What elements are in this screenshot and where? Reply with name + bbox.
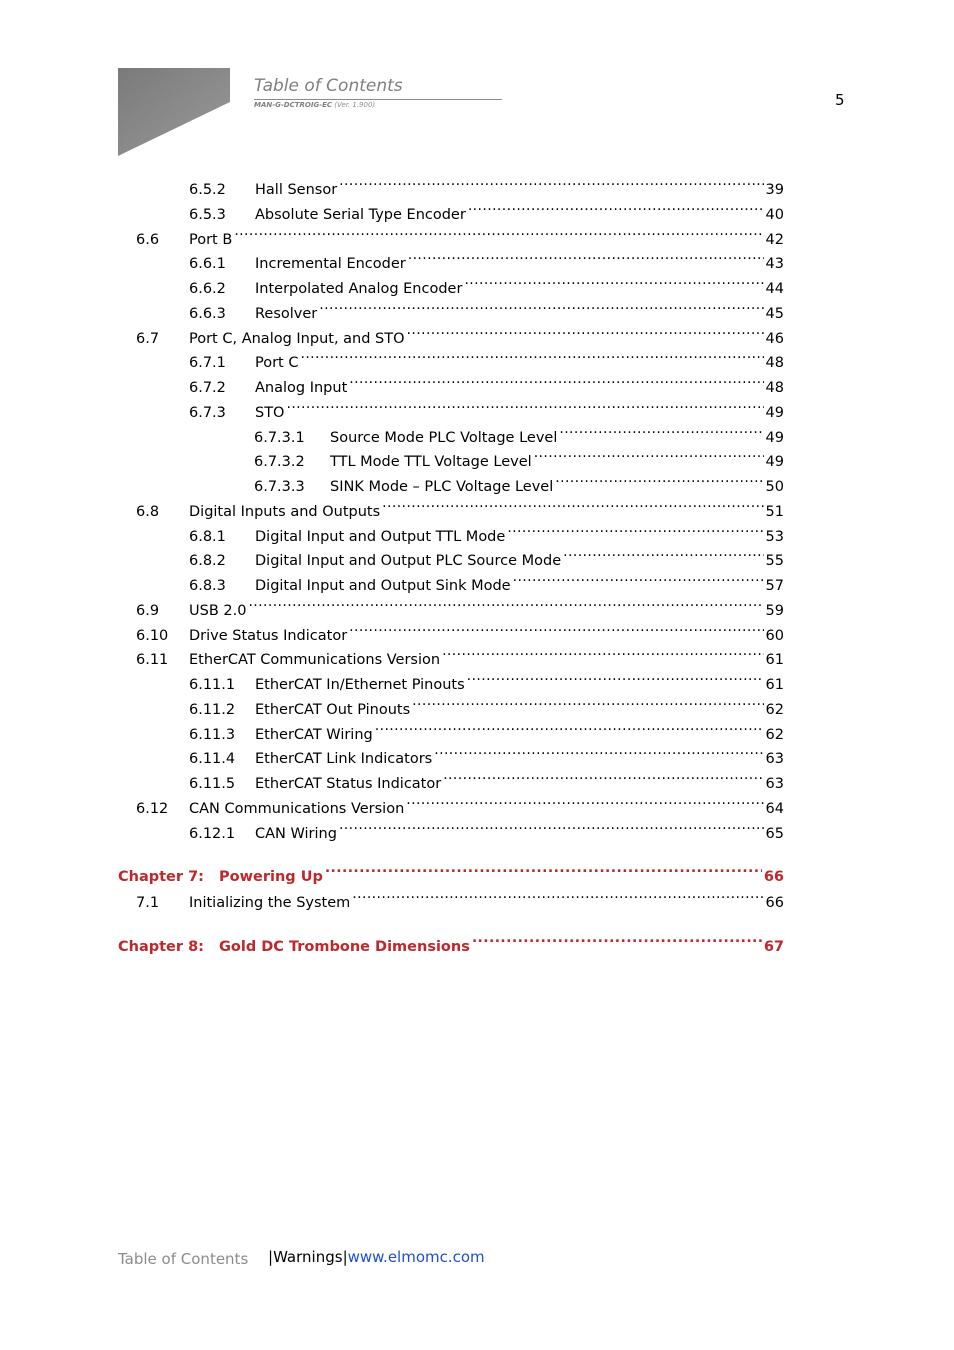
toc-entry-title: Powering Up <box>219 869 323 886</box>
toc-entry-page: 63 <box>765 776 784 792</box>
toc-entry[interactable] <box>189 719 784 743</box>
footer-warnings-link[interactable]: Warnings <box>273 1248 343 1266</box>
toc-dot-leader <box>434 743 763 763</box>
toc-entry-title: Gold DC Trombone Dimensions <box>219 939 470 955</box>
toc-entry-page: 48 <box>765 380 784 396</box>
toc-entry[interactable] <box>189 818 784 842</box>
toc-entry-page: 67 <box>763 939 784 955</box>
toc-entry-page: 66 <box>763 869 784 886</box>
toc-entry[interactable] <box>189 545 784 570</box>
header-title: Table of Contents <box>254 76 403 96</box>
toc-entry-page: 49 <box>765 454 784 471</box>
toc-dot-leader <box>234 224 763 244</box>
toc-entry-page: 51 <box>765 503 784 520</box>
toc-entry-title: Digital Input and Output Sink Mode <box>255 578 511 594</box>
header-rule <box>254 99 502 100</box>
toc-entry-page: 62 <box>765 726 784 743</box>
toc-entry[interactable] <box>254 422 784 446</box>
toc-entry[interactable] <box>189 174 784 198</box>
toc-dot-leader <box>555 471 763 491</box>
toc-entry-title: EtherCAT Out Pinouts <box>255 701 411 718</box>
toc-entry[interactable] <box>189 521 784 545</box>
toc-entry[interactable] <box>189 768 784 792</box>
toc-entry-page: 50 <box>765 479 784 495</box>
toc-dot-leader <box>442 644 763 664</box>
toc-entry[interactable] <box>189 743 784 768</box>
toc-entry[interactable] <box>189 669 784 693</box>
toc-entry-title: EtherCAT Wiring <box>255 726 373 743</box>
toc-entry[interactable] <box>189 372 784 396</box>
toc-entry-number: 6.7.2 <box>189 380 226 396</box>
toc-dot-leader <box>300 347 763 367</box>
toc-entry-number: 6.11.1 <box>189 677 236 693</box>
toc-entry[interactable] <box>189 199 784 223</box>
toc-entry-number: 6.7 <box>136 330 160 347</box>
toc-entry[interactable] <box>189 694 784 718</box>
toc-entry-title: Resolver <box>255 305 318 322</box>
toc-entry-title: EtherCAT In/Ethernet Pinouts <box>255 677 465 693</box>
footer-section-label: Table of Contents <box>118 1250 249 1268</box>
toc-entry-title: EtherCAT Communications Version <box>189 652 441 669</box>
toc-chapter-entry[interactable] <box>118 931 784 955</box>
toc-entry-number: 7.1 <box>136 895 160 912</box>
toc-entry[interactable] <box>136 323 784 347</box>
toc-dot-leader <box>406 793 763 813</box>
toc-entry-number: 6.6 <box>136 231 160 248</box>
toc-dot-leader <box>464 273 763 293</box>
toc-entry-page: 64 <box>765 800 784 817</box>
toc-entry-number: 6.6.3 <box>189 305 226 322</box>
toc-entry-number: 6.8.1 <box>189 528 226 545</box>
toc-entry-number: 6.7.3.2 <box>254 454 305 471</box>
toc-entry-page: 55 <box>765 553 784 570</box>
toc-entry-page: 46 <box>765 330 784 347</box>
toc-entry-page: 57 <box>765 578 784 594</box>
toc-entry-title: Analog Input <box>255 380 348 396</box>
toc-entry-number: 6.11 <box>136 652 169 669</box>
toc-dot-leader <box>534 446 764 466</box>
toc-entry-number: Chapter 7: <box>118 869 204 886</box>
toc-dot-leader <box>248 595 763 615</box>
toc-entry[interactable] <box>189 298 784 322</box>
toc-entry-title: Initializing the System <box>189 895 351 912</box>
toc-entry-page: 45 <box>765 305 784 322</box>
toc-dot-leader <box>325 861 762 881</box>
toc-entry-title: Incremental Encoder <box>255 256 406 273</box>
toc-entry[interactable] <box>136 644 784 669</box>
toc-entry-title: Digital Input and Output PLC Source Mode <box>255 553 562 570</box>
doc-version: (Ver. 1.900) <box>334 101 376 109</box>
toc-entry-page: 44 <box>765 281 784 297</box>
toc-entry-title: Source Mode PLC Voltage Level <box>330 429 558 446</box>
toc-entry-page: 49 <box>765 429 784 446</box>
toc-entry-title: Interpolated Analog Encoder <box>255 281 463 297</box>
toc-entry-number: Chapter 8: <box>118 939 204 955</box>
toc-entry-title: USB 2.0 <box>189 602 247 619</box>
toc-entry-title: STO <box>255 404 285 421</box>
toc-chapter-entry[interactable] <box>118 861 784 886</box>
toc-entry-page: 53 <box>765 528 784 545</box>
toc-dot-leader <box>513 570 764 590</box>
toc-dot-leader <box>286 397 763 417</box>
toc-entry-page: 65 <box>765 825 784 842</box>
toc-dot-leader <box>468 199 764 219</box>
toc-entry[interactable] <box>189 273 784 297</box>
toc-entry[interactable] <box>136 224 784 248</box>
toc-entry[interactable] <box>189 397 784 421</box>
toc-entry-number: 6.12.1 <box>189 825 236 842</box>
toc-entry-title: Port C <box>255 355 299 372</box>
toc-entry-title: Hall Sensor <box>255 182 338 198</box>
toc-entry-title: CAN Wiring <box>255 825 337 842</box>
toc-dot-leader <box>559 422 763 442</box>
logo-graphic <box>118 68 230 156</box>
toc-dot-leader <box>319 298 763 318</box>
toc-entry-number: 6.10 <box>136 627 169 644</box>
toc-entry-number: 6.5.2 <box>189 182 226 198</box>
toc-dot-leader <box>339 174 763 194</box>
toc-dot-leader <box>443 768 763 788</box>
page-number: 5 <box>835 91 845 109</box>
toc-dot-leader <box>472 931 762 951</box>
toc-entry-page: 63 <box>765 751 784 768</box>
toc-entry-page: 42 <box>765 231 784 248</box>
toc-entry[interactable] <box>254 471 784 495</box>
toc-entry-number: 6.11.5 <box>189 776 236 792</box>
toc-dot-leader <box>467 669 764 689</box>
toc-entry-number: 6.8.2 <box>189 553 226 570</box>
toc-dot-leader <box>339 818 764 838</box>
toc-dot-leader <box>412 694 763 714</box>
toc-entry-page: 49 <box>765 404 784 421</box>
toc-entry[interactable] <box>136 887 784 912</box>
toc-entry-page: 61 <box>765 652 784 669</box>
toc-entry-page: 66 <box>765 895 784 912</box>
footer-links: |Warnings|www.elmomc.com <box>268 1248 485 1266</box>
toc-entry-page: 59 <box>765 602 784 619</box>
toc-entry-number: 6.12 <box>136 800 169 817</box>
toc-entry-page: 43 <box>765 256 784 273</box>
toc-dot-leader <box>382 496 763 516</box>
toc-entry[interactable] <box>136 793 784 817</box>
toc-entry[interactable] <box>254 446 784 471</box>
toc-entry-number: 6.11.4 <box>189 751 236 768</box>
toc-entry-title: EtherCAT Status Indicator <box>255 776 442 792</box>
toc-entry[interactable] <box>189 570 784 594</box>
toc-entry-title: EtherCAT Link Indicators <box>255 751 433 768</box>
toc-entry-page: 40 <box>765 206 784 223</box>
toc-entry-number: 6.11.2 <box>189 701 236 718</box>
toc-entry-title: TTL Mode TTL Voltage Level <box>330 454 532 471</box>
toc-entry-number: 6.7.1 <box>189 355 226 372</box>
toc-dot-leader <box>349 620 763 640</box>
toc-dot-leader <box>563 545 763 565</box>
toc-entry-page: 48 <box>765 355 784 372</box>
toc-entry[interactable] <box>189 248 784 273</box>
toc-entry[interactable] <box>189 347 784 372</box>
toc-entry-title: SINK Mode – PLC Voltage Level <box>330 479 554 495</box>
toc-entry[interactable] <box>136 620 784 644</box>
toc-entry-title: CAN Communications Version <box>189 800 405 817</box>
toc-entry-number: 6.6.1 <box>189 256 226 273</box>
toc-entry-page: 62 <box>765 701 784 718</box>
toc-entry-title: Absolute Serial Type Encoder <box>255 206 466 223</box>
toc-entry-number: 6.8.3 <box>189 578 226 594</box>
toc-entry-page: 39 <box>765 182 784 198</box>
doc-code: MAN-G-DCTROIG-EC <box>254 101 333 109</box>
toc-entry-page: 61 <box>765 677 784 693</box>
toc-entry-number: 6.6.2 <box>189 281 226 297</box>
toc-dot-leader <box>375 719 764 739</box>
toc-entry-number: 6.7.3.3 <box>254 479 305 495</box>
toc-entry-title: Port C, Analog Input, and STO <box>189 330 405 347</box>
toc-dot-leader <box>349 372 763 392</box>
toc-entry[interactable] <box>136 496 784 520</box>
toc-entry-page: 60 <box>765 627 784 644</box>
toc-entry-number: 6.8 <box>136 503 160 520</box>
toc-entry-number: 6.9 <box>136 602 160 619</box>
toc-entry-number: 6.5.3 <box>189 206 226 223</box>
toc-dot-leader <box>407 323 764 343</box>
toc-dot-leader <box>408 248 764 268</box>
toc-entry-title: Digital Input and Output TTL Mode <box>255 528 506 545</box>
toc-entry-title: Port B <box>189 231 233 248</box>
toc-entry-number: 6.11.3 <box>189 726 236 743</box>
toc-entry-number: 6.7.3 <box>189 404 226 421</box>
toc-dot-leader <box>352 887 763 907</box>
toc-entry-title: Digital Inputs and Outputs <box>189 503 381 520</box>
toc-dot-leader <box>507 521 763 541</box>
footer-website-link[interactable]: www.elmomc.com <box>347 1248 485 1266</box>
header-doc-code <box>254 101 375 109</box>
toc-entry-number: 6.7.3.1 <box>254 429 305 446</box>
toc-entry-title: Drive Status Indicator <box>189 627 348 644</box>
toc-entry[interactable] <box>136 595 784 619</box>
